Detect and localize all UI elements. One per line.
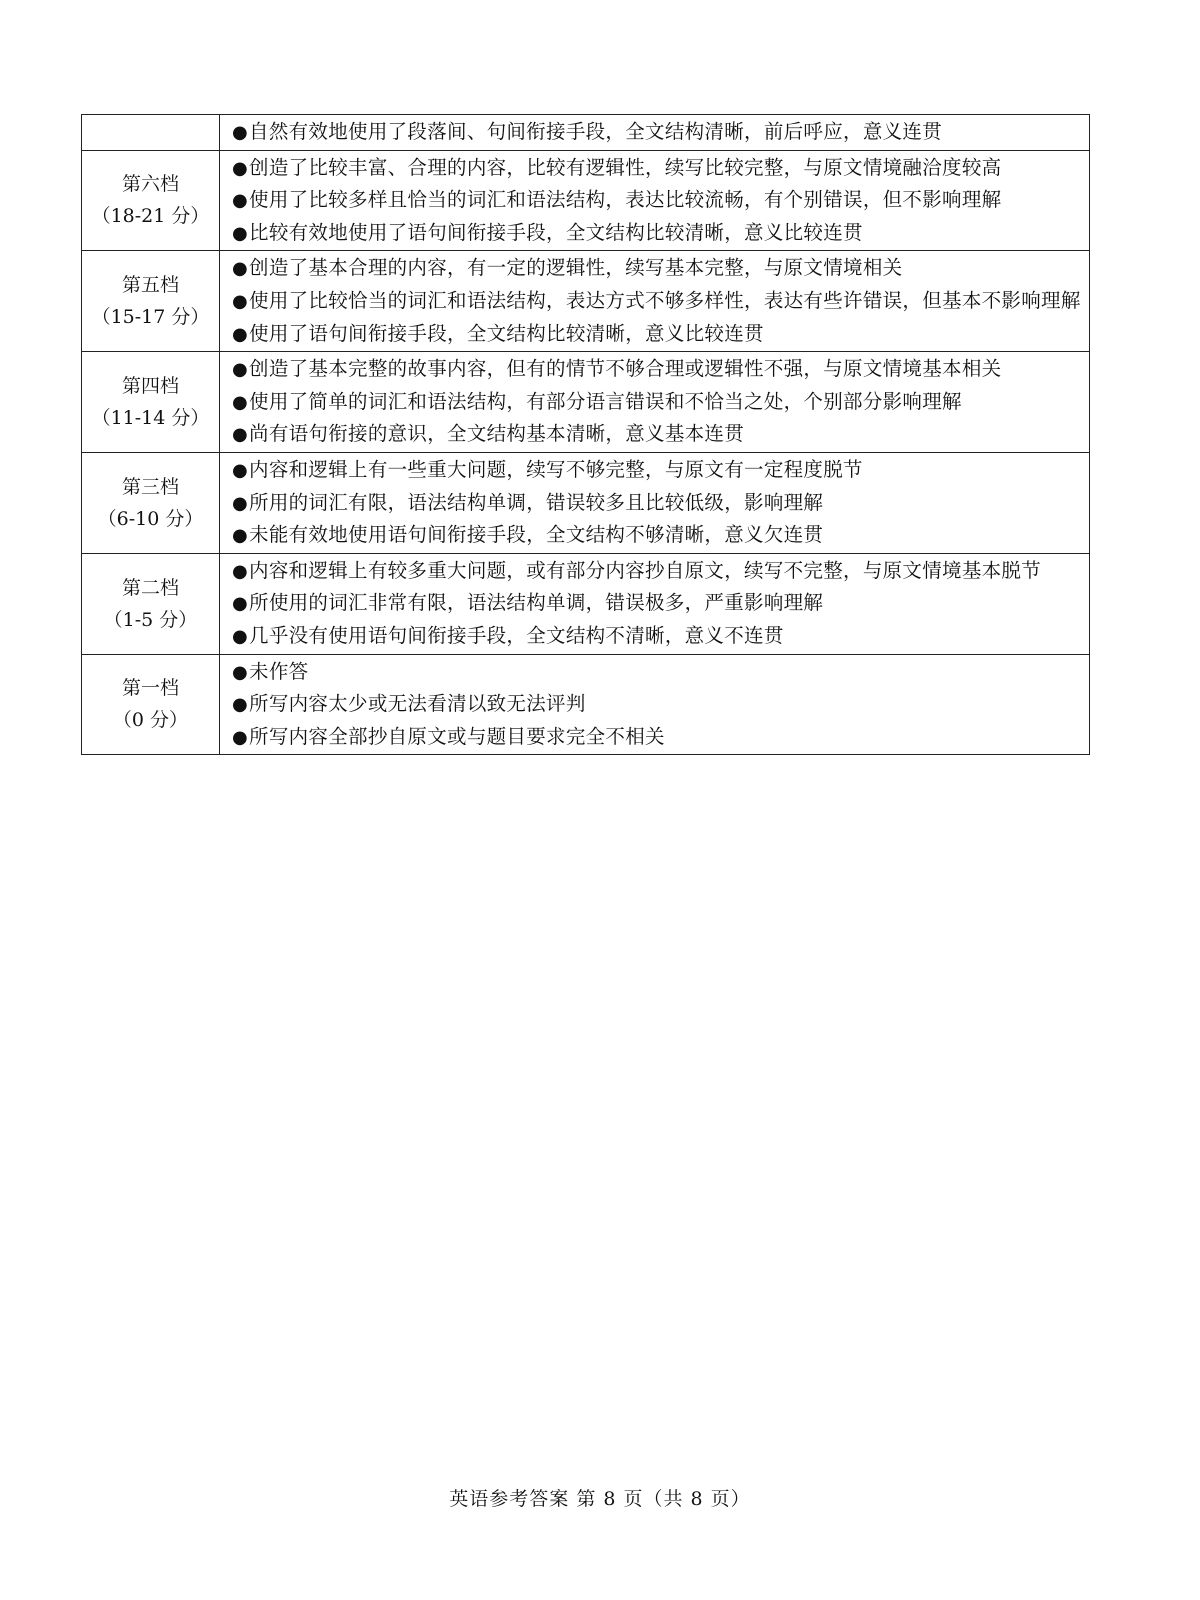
rubric-row: [82, 452, 1090, 553]
criterion-item: [232, 318, 1081, 351]
level-cell: [82, 251, 220, 352]
bullet-icon: ●: [232, 492, 249, 514]
criterion-item: [232, 487, 1081, 520]
rubric-row: [82, 150, 1090, 251]
criterion-item: [232, 152, 1081, 185]
level-score-range: （1-5 分）: [103, 608, 198, 631]
rubric-row: [82, 553, 1090, 654]
criterion-item: [232, 252, 1081, 285]
criterion-text: 几乎没有使用语句间衔接手段，全文结构不清晰，意义不连贯: [249, 623, 784, 647]
level-name: 第三档: [121, 475, 179, 498]
bullet-icon: ●: [232, 122, 249, 143]
level-score-range: （15-17 分）: [91, 306, 210, 329]
level-score-range: （11-14 分）: [91, 407, 210, 430]
criterion-item: [232, 184, 1081, 217]
criterion-text: 创造了基本完整的故事内容，但有的情节不够合理或逻辑性不强，与原文情境基本相关: [249, 357, 1002, 381]
criterion-item: [232, 285, 1081, 318]
criterion-text: 创造了比较丰富、合理的内容，比较有逻辑性，续写比较完整，与原文情境融洽度较高: [249, 155, 1002, 179]
criterion-text: 使用了比较多样且恰当的词汇和语法结构，表达比较流畅，有个别错误，但不影响理解: [249, 188, 1002, 212]
criterion-item: [232, 454, 1081, 487]
criterion-item: [232, 620, 1081, 653]
criterion-item: [232, 656, 1081, 689]
bullet-icon: ●: [232, 424, 249, 446]
criterion-text: 所写内容太少或无法看清以致无法评判: [249, 692, 586, 716]
criterion-text: 所使用的词汇非常有限，语法结构单调，错误极多，严重影响理解: [249, 591, 824, 615]
criterion-item: [232, 353, 1081, 386]
criteria-cell: [220, 251, 1090, 352]
rubric-row: [82, 251, 1090, 352]
level-name: 第五档: [121, 274, 179, 297]
bullet-icon: ●: [232, 157, 249, 179]
level-score-range: （18-21 分）: [91, 205, 210, 228]
level-cell: [82, 654, 220, 755]
level-cell: [82, 115, 220, 151]
criterion-text: 内容和逻辑上有一些重大问题，续写不够完整，与原文有一定程度脱节: [249, 457, 863, 481]
bullet-icon: ●: [232, 661, 249, 683]
level-score-range: （6-10 分）: [97, 507, 204, 530]
criteria-cell: [220, 654, 1090, 755]
criterion-text: 比较有效地使用了语句间衔接手段，全文结构比较清晰，意义比较连贯: [249, 220, 863, 244]
level-cell: [82, 150, 220, 251]
level-cell: [82, 352, 220, 453]
criterion-item: [232, 721, 1081, 754]
page-footer: 英语参考答案 第 8 页（共 8 页）: [449, 1488, 751, 1510]
bullet-icon: ●: [232, 726, 249, 748]
bullet-icon: ●: [232, 625, 249, 647]
level-cell: [82, 452, 220, 553]
criterion-item: [232, 587, 1081, 620]
bullet-icon: ●: [232, 323, 249, 345]
rubric-row: [82, 654, 1090, 755]
criterion-item: [232, 386, 1081, 419]
level-score-range: （0 分）: [112, 709, 189, 732]
criterion-item: [232, 688, 1081, 721]
bullet-icon: ●: [232, 190, 249, 212]
criterion-text: 所写内容全部抄自原文或与题目要求完全不相关: [249, 724, 665, 748]
criterion-item: [232, 519, 1081, 552]
bullet-icon: ●: [232, 391, 249, 413]
level-name: 第二档: [121, 576, 179, 599]
level-cell: [82, 553, 220, 654]
criteria-cell: [220, 452, 1090, 553]
bullet-icon: ●: [232, 359, 249, 381]
criterion-text: 未能有效地使用语句间衔接手段，全文结构不够清晰，意义欠连贯: [249, 523, 824, 547]
criterion-text: 使用了简单的词汇和语法结构，有部分语言错误和不恰当之处，个别部分影响理解: [249, 389, 962, 413]
criteria-cell: [220, 352, 1090, 453]
criterion-text: 自然有效地使用了段落间、句间衔接手段，全文结构清晰，前后呼应，意义连贯: [249, 120, 943, 143]
rubric-row: [82, 115, 1090, 151]
criterion-item: [232, 217, 1081, 250]
criterion-text: 使用了语句间衔接手段，全文结构比较清晰，意义比较连贯: [249, 321, 764, 345]
criterion-item: [232, 418, 1081, 451]
bullet-icon: ●: [232, 459, 249, 481]
criterion-text: 创造了基本合理的内容，有一定的逻辑性，续写基本完整，与原文情境相关: [249, 256, 903, 280]
criterion-text: 未作答: [249, 659, 309, 683]
criterion-text: 内容和逻辑上有较多重大问题，或有部分内容抄自原文，续写不完整，与原文情境基本脱节: [249, 558, 1042, 582]
bullet-icon: ●: [232, 258, 249, 280]
criterion-text: 尚有语句衔接的意识，全文结构基本清晰，意义基本连贯: [249, 422, 745, 446]
bullet-icon: ●: [232, 593, 249, 615]
criterion-item: [232, 116, 1081, 149]
criterion-item: [232, 555, 1081, 588]
scoring-rubric-table: [81, 114, 1090, 755]
level-name: 第六档: [121, 173, 179, 196]
criteria-cell: [220, 553, 1090, 654]
bullet-icon: ●: [232, 290, 249, 312]
criteria-cell: [220, 150, 1090, 251]
bullet-icon: ●: [232, 560, 249, 582]
criterion-text: 使用了比较恰当的词汇和语法结构，表达方式不够多样性，表达有些许错误，但基本不影响理解: [249, 288, 1081, 312]
bullet-icon: ●: [232, 694, 249, 716]
rubric-row: [82, 352, 1090, 453]
rubric-table-body: [82, 115, 1090, 755]
criteria-cell: [220, 115, 1090, 151]
criterion-text: 所用的词汇有限，语法结构单调，错误较多且比较低级，影响理解: [249, 490, 824, 514]
level-name: 第四档: [121, 375, 179, 398]
bullet-icon: ●: [232, 222, 249, 244]
bullet-icon: ●: [232, 525, 249, 547]
level-name: 第一档: [121, 677, 179, 700]
